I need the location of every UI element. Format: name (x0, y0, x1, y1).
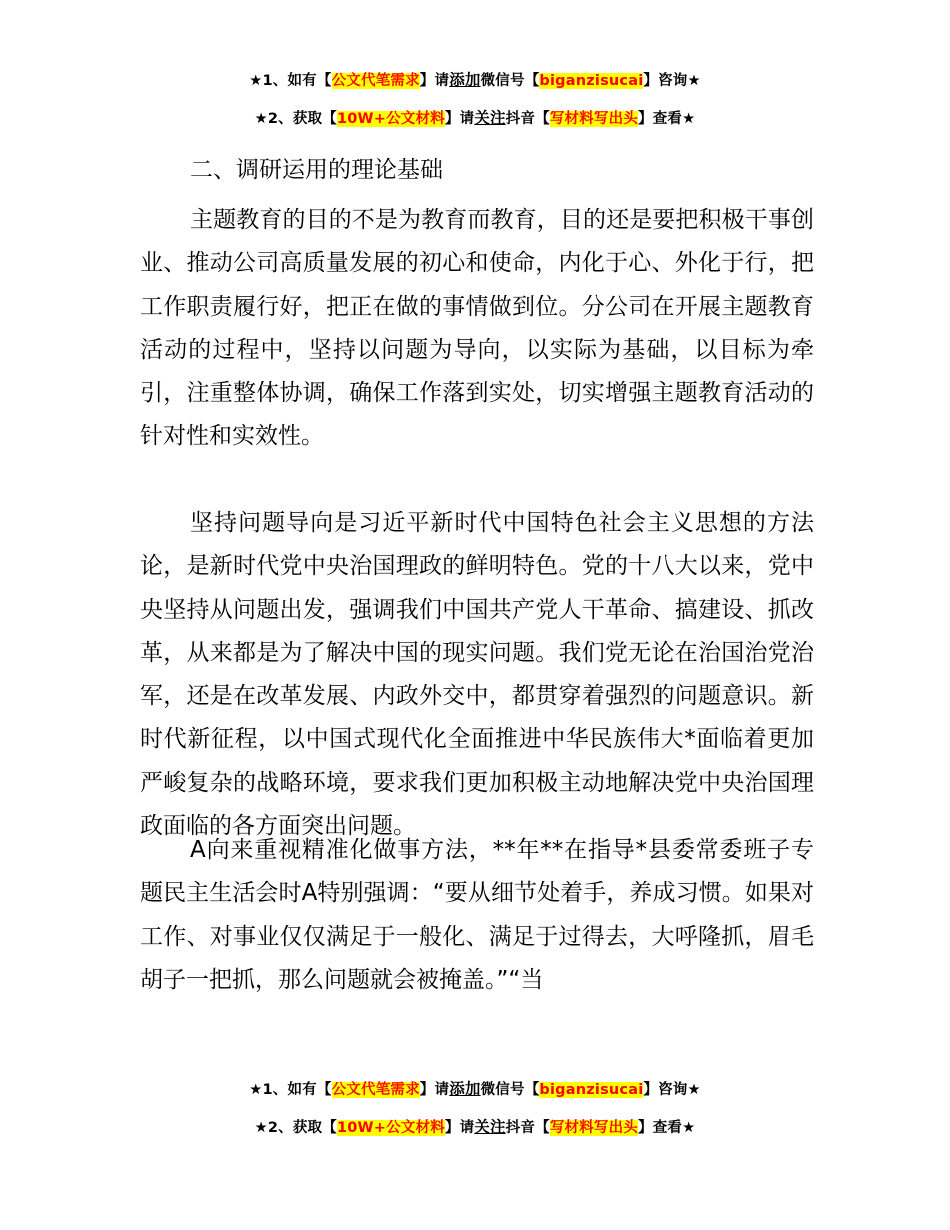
promo-prefix: ★1、如有【 (249, 73, 332, 89)
promo-highlight-wechat-id: biganzisucai (539, 73, 644, 89)
header-promo-line-2 (0, 106, 950, 128)
body-paragraph-3: A向来重视精准化做事方法，**年**在指导*县委常委班子专题民主生活会时A特别强调：“要从细节处着手，养成习惯。如果对工作、对事业仅仅满足于一般化、满足于过得去，大呼隆抓，眉毛胡子一把抓，那么问题就会被掩盖。”“当 (140, 837, 814, 993)
promo-underlined-verb: 添加 (449, 71, 481, 89)
promo-text: 微信号【 (480, 73, 540, 89)
promo-text: 】请 (419, 73, 450, 89)
promo-suffix: 】查看★ (638, 111, 696, 127)
promo-highlight-douyin-account: 写材料写出头 (549, 111, 639, 127)
promo-underlined-verb: 关注 (474, 1118, 506, 1136)
promo-prefix: ★2、获取【 (254, 1120, 337, 1136)
promo-suffix: 】咨询★ (643, 1082, 701, 1098)
promo-text: 】请 (444, 111, 475, 127)
header-promo-line-1 (0, 68, 950, 90)
footer-promo-line-1 (0, 1077, 950, 1099)
promo-text: 微信号【 (480, 1082, 540, 1098)
promo-suffix: 】咨询★ (643, 73, 701, 89)
promo-text: 】请 (444, 1120, 475, 1136)
promo-prefix: ★1、如有【 (249, 1082, 332, 1098)
body-paragraph-2: 坚持问题导向是习近平新时代中国特色社会主义思想的方法论，是新时代党中央治国理政的鲜明特色。党的十八大以来，党中央坚持从问题出发，强调我们中国共产党人干革命、搞建设、抓改革，从来都是为了解决中国的现实问题。我们党无论在治国治党治军，还是在改革发展、内政外交中，都贯穿着强烈的问题意识。新时代新征程，以中国式现代化全面推进中华民族伟大*面临着更加严峻复杂的战略环境，要求我们更加积极主动地解决党中央治国理政面临的各方面突出问题。 (140, 510, 814, 840)
promo-text: 】请 (419, 1082, 450, 1098)
promo-text: 抖音【 (505, 1120, 550, 1136)
footer-promo-line-2 (0, 1115, 950, 1137)
promo-text: 抖音【 (505, 111, 550, 127)
promo-highlight-wechat-id: biganzisucai (539, 1082, 644, 1098)
promo-suffix: 】查看★ (638, 1120, 696, 1136)
body-paragraph-1: 主题教育的目的不是为教育而教育，目的还是要把积极干事创业、推动公司高质量发展的初心和使命，内化于心、外化于行，把工作职责履行好，把正在做的事情做到位。分公司在开展主题教育活动的过程中，坚持以问题为导向，以实际为基础，以目标为牵引，注重整体协调，确保工作落到实处，切实增强主题教育活动的针对性和实效性。 (140, 207, 814, 450)
promo-highlight-service: 公文代笔需求 (331, 73, 420, 89)
promo-highlight-service: 公文代笔需求 (331, 1082, 420, 1098)
promo-highlight-materials: 10W+公文材料 (336, 1120, 445, 1136)
promo-highlight-douyin-account: 写材料写出头 (549, 1120, 639, 1136)
promo-underlined-verb: 添加 (449, 1080, 481, 1098)
promo-underlined-verb: 关注 (474, 109, 506, 127)
section-heading: 二、调研运用的理论基础 (190, 157, 443, 183)
promo-prefix: ★2、获取【 (254, 111, 337, 127)
promo-highlight-materials: 10W+公文材料 (336, 111, 445, 127)
